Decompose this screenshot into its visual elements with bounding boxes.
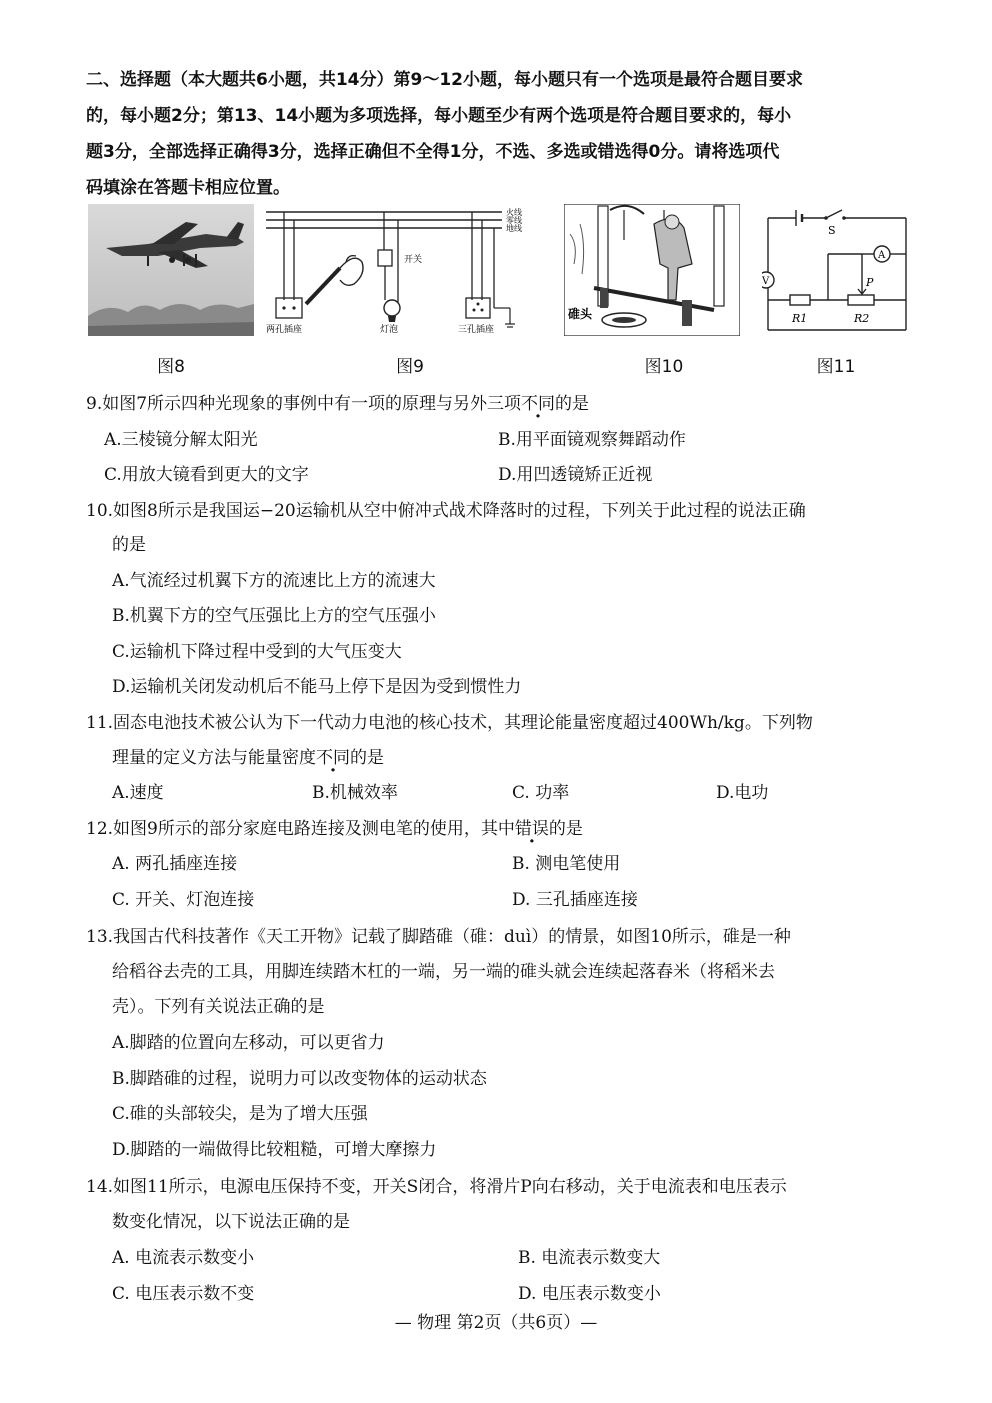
label-pestle-head: 碓头 xyxy=(568,307,593,321)
emphasis-text: 不同 xyxy=(316,748,350,768)
question-13-option-a: A.脚踏的位置向左移动，可以更省力 xyxy=(112,1033,385,1053)
figure-row xyxy=(0,204,992,380)
question-9-option-b: B.用平面镜观察舞蹈动作 xyxy=(498,430,686,450)
page-footer: — 物理 第2页（共6页）— xyxy=(394,1313,598,1333)
label-two-hole-socket: 两孔插座 xyxy=(266,325,303,335)
question-9-option-c: C.用放大镜看到更大的文字 xyxy=(104,465,309,485)
stem-text: 的是 xyxy=(548,819,583,839)
stem-text: 9.如图7所示四种光现象的事例中有一项的原理与另外三项 xyxy=(86,394,522,414)
section-heading-line: 的，每小题2分；第13、14小题为多项选择，每小题至少有两个选项是符合题目要求的，每小 xyxy=(86,106,792,126)
question-9-stem xyxy=(86,389,589,414)
emphasis-text: 错误 xyxy=(514,819,549,839)
label-voltmeter: V xyxy=(762,276,770,287)
question-10-option-c: C.运输机下降过程中受到的大气压变大 xyxy=(112,642,402,662)
figure-10-caption: 图10 xyxy=(644,357,684,377)
figure-10 xyxy=(564,204,740,377)
label-bulb: 灯泡 xyxy=(380,325,399,335)
question-11-option-c: C. 功率 xyxy=(512,783,570,803)
stem-text: 的是 xyxy=(555,394,590,414)
question-10-option-a: A.气流经过机翼下方的流速比上方的流速大 xyxy=(112,571,436,591)
figure-9 xyxy=(262,204,534,377)
question-12-option-b: B. 测电笔使用 xyxy=(512,854,621,874)
question-11-option-d: D.电功 xyxy=(716,783,769,803)
question-10-option-d: D.运输机关闭发动机后不能马上停下是因为受到惯性力 xyxy=(112,677,522,697)
stem-text: 12.如图9所示的部分家庭电路连接及测电笔的使用，其中 xyxy=(86,819,515,839)
question-12-option-d: D. 三孔插座连接 xyxy=(512,890,638,910)
label-ammeter: A xyxy=(878,250,886,261)
label-r2: R2 xyxy=(854,312,870,325)
section-heading-line: 码填涂在答题卡相应位置。 xyxy=(86,178,290,198)
question-12-stem xyxy=(86,814,583,839)
section-heading xyxy=(86,62,922,206)
wire-label-ground: 地线 xyxy=(506,224,522,233)
label-r1: R1 xyxy=(792,312,808,325)
question-11-stem: 11.固态电池技术被公认为下一代动力电池的核心技术，其理论能量密度超过400Wh/kg。下列物 xyxy=(86,713,813,733)
figure-8-caption: 图8 xyxy=(157,357,185,377)
question-10-stem-cont: 的是 xyxy=(112,535,146,555)
question-13-option-c: C.碓的头部较尖，是为了增大压强 xyxy=(112,1104,368,1124)
label-switch: 开关 xyxy=(404,255,423,265)
question-11-option-b: B.机械效率 xyxy=(312,783,398,803)
label-switch-s: S xyxy=(828,224,836,237)
question-14-option-a: A. 电流表示数变小 xyxy=(112,1248,255,1268)
figure-9-caption: 图9 xyxy=(396,357,424,377)
question-11-option-a: A.速度 xyxy=(112,783,164,803)
figure-8 xyxy=(88,204,254,377)
figure-11 xyxy=(762,204,912,377)
question-10-option-b: B.机翼下方的空气压强比上方的空气压强小 xyxy=(112,606,436,626)
question-14-option-c: C. 电压表示数不变 xyxy=(112,1284,255,1304)
foot-pestle-illustration xyxy=(564,204,740,336)
emphasis-text: 不同 xyxy=(521,394,556,414)
stem-text: 的是 xyxy=(350,748,384,768)
home-circuit-diagram xyxy=(262,204,534,336)
question-9-option-a: A.三棱镜分解太阳光 xyxy=(104,430,258,450)
section-heading-line: 二、选择题（本大题共6小题，共14分）第9～12小题，每小题只有一个选项是最符合题目要求 xyxy=(86,70,803,90)
figure-11-caption: 图11 xyxy=(816,357,856,377)
question-12-option-a: A. 两孔插座连接 xyxy=(112,854,238,874)
aircraft-photo xyxy=(88,204,254,336)
circuit-diagram xyxy=(762,204,912,336)
section-heading-line: 题3分，全部选择正确得3分，选择正确但不全得1分，不选、多选或错选得0分。请将选项代 xyxy=(86,142,780,162)
wire-label-live: 火线 xyxy=(506,208,522,217)
question-14-stem: 14.如图11所示，电源电压保持不变，开关S闭合，将滑片P向右移动，关于电流表和电压表示 xyxy=(86,1177,787,1197)
question-9-option-d: D.用凹透镜矫正近视 xyxy=(498,465,653,485)
question-14-option-b: B. 电流表示数变大 xyxy=(518,1248,661,1268)
stem-text: 理量的定义方法与能量密度 xyxy=(112,748,316,768)
wire-label-neutral: 零线 xyxy=(506,216,522,225)
label-slider-p: P xyxy=(866,276,874,289)
question-13-option-b: B.脚踏碓的过程，说明力可以改变物体的运动状态 xyxy=(112,1069,487,1089)
question-13-stem: 13.我国古代科技著作《天工开物》记载了脚踏碓（碓：duì）的情景，如图10所示，碓是一种 xyxy=(86,927,791,947)
question-11-stem-cont xyxy=(112,743,384,768)
question-13-stem-cont: 壳）。下列有关说法正确的是 xyxy=(112,997,325,1017)
label-three-hole-socket: 三孔插座 xyxy=(458,325,495,335)
watermark xyxy=(392,547,707,854)
question-14-option-d: D. 电压表示数变小 xyxy=(518,1284,661,1304)
question-14-stem-cont: 数变化情况，以下说法正确的是 xyxy=(112,1212,350,1232)
question-12-option-c: C. 开关、灯泡连接 xyxy=(112,890,255,910)
question-10-stem: 10.如图8所示是我国运−20运输机从空中俯冲式战术降落时的过程，下列关于此过程的说法正确 xyxy=(86,501,806,521)
question-13-option-d: D.脚踏的一端做得比较粗糙，可增大摩擦力 xyxy=(112,1140,437,1160)
question-13-stem-cont: 给稻谷去壳的工具，用脚连续踏木杠的一端，另一端的碓头就会连续起落舂米（将稻米去 xyxy=(112,962,775,982)
